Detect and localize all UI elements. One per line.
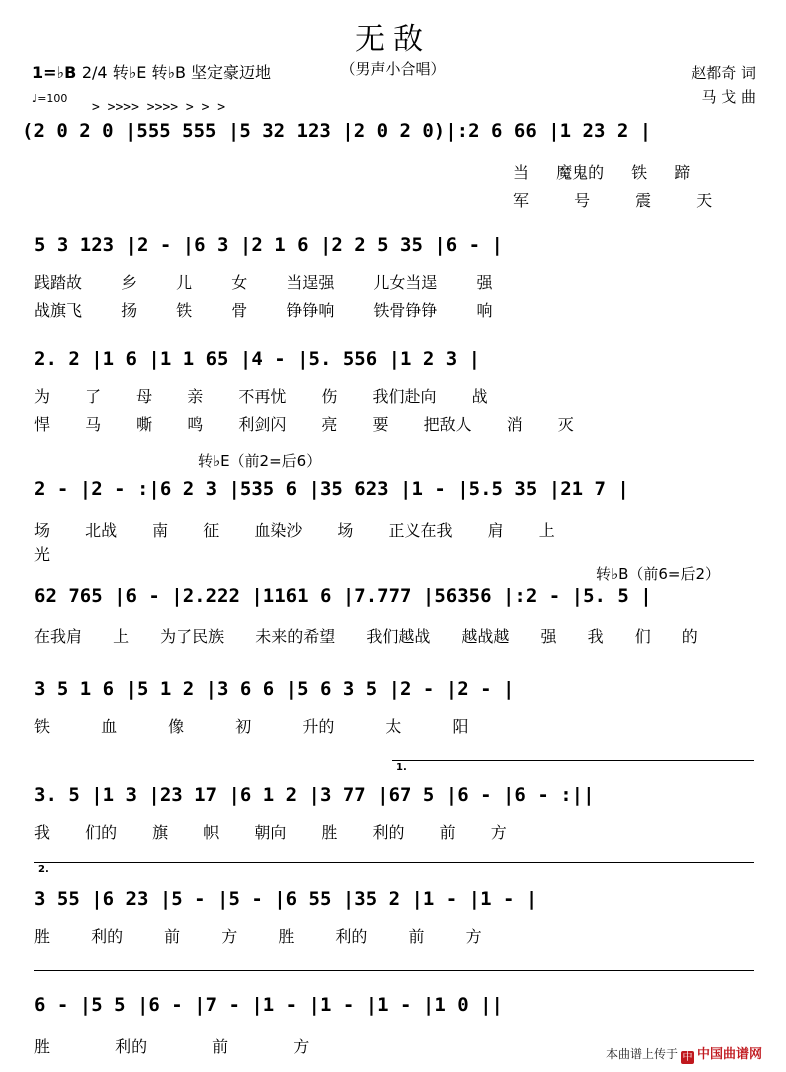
- notation-system-1: (2 0 2 0 |555 555 |5 32 123 |2 0 2 0)|:2 6 66 |1 23 2 |: [22, 120, 652, 142]
- lyrics-system-6-verse-1: 铁 血 像 初 升的 太 阳: [34, 717, 469, 736]
- lyrics-system-2-verse-1: 践踏故 乡 儿 女 当逞强 儿女当逞 强: [34, 273, 493, 292]
- site-brand: 中国曲谱网: [696, 1047, 762, 1062]
- notation-system-6: 3 5 1 6 |5 1 2 |3 6 6 |5 6 3 5 |2 - |2 - |: [34, 678, 515, 700]
- key-signature: [32, 60, 271, 83]
- modulation-marking-1: 转♭E（前2=后6）: [198, 452, 322, 470]
- song-title: 无敌: [355, 22, 431, 57]
- ending-bracket-continuation: [34, 970, 754, 971]
- lyrics-system-1-verse-1: 当 魔鬼的 铁 蹄: [513, 163, 691, 182]
- notation-system-7: 3. 5 |1 3 |23 17 |6 1 2 |3 77 |67 5 |6 - |6 - :||: [34, 784, 595, 806]
- notation-system-5: 62 765 |6 - |2.222 |1161 6 |7.777 |56356 |:2 - |5. 5 |: [34, 585, 652, 607]
- lyrics-system-4-verse-1: 场 北战 南 征 血染沙 场 正义在我 肩 上: [34, 521, 555, 540]
- notation-system-3: 2. 2 |1 6 |1 1 65 |4 - |5. 556 |1 2 3 |: [34, 348, 481, 370]
- source-watermark: [606, 1043, 762, 1064]
- notation-system-8: 3 55 |6 23 |5 - |5 - |6 55 |35 2 |1 - |1 - |: [34, 888, 538, 910]
- first-ending-bracket: [392, 760, 754, 761]
- notation-system-4: 2 - |2 - :|6 2 3 |535 6 |35 623 |1 - |5.5 35 |21 7 |: [34, 478, 629, 500]
- lyrics-system-3-verse-2: 悍 马 嘶 鸣 利剑闪 亮 要 把敌人 消 灭: [34, 415, 574, 434]
- composer-credit: 马 戈 曲: [701, 88, 756, 106]
- lyrics-system-4-verse-2: 光: [34, 545, 51, 564]
- lyrics-system-8-verse-1: 胜 利的 前 方 胜 利的 前 方: [34, 927, 482, 946]
- second-ending-label: 2.: [38, 864, 49, 875]
- notation-system-9: 6 - |5 5 |6 - |7 - |1 - |1 - |1 - |1 0 ||: [34, 994, 503, 1016]
- lyrics-system-3-verse-1: 为 了 母 亲 不再忧 伤 我们赴向 战: [34, 387, 488, 406]
- lyrics-system-2-verse-2: 战旗飞 扬 铁 骨 铮铮响 铁骨铮铮 响: [34, 301, 493, 320]
- song-subtitle: （男声小合唱）: [340, 60, 446, 78]
- lyrics-system-7-verse-1: 我 们的 旗 帜 朝向 胜 利的 前 方: [34, 823, 507, 842]
- lyricist-credit: 赵都奇 词: [691, 64, 756, 82]
- notation-system-2: 5 3 123 |2 - |6 3 |2 1 6 |2 2 5 35 |6 - |: [34, 234, 503, 256]
- lyrics-system-9-verse-1: 胜 利的 前 方: [34, 1037, 310, 1056]
- site-logo-icon: 中: [682, 1052, 693, 1063]
- upload-text: 本曲谱上传于: [605, 1047, 678, 1061]
- tempo-marking: ♩=100: [32, 92, 68, 105]
- second-ending-bracket: [34, 862, 754, 863]
- accent-marks: > >>>> >>>> > > >: [92, 100, 226, 115]
- lyrics-system-5-verse-1: 在我肩 上 为了民族 未来的希望 我们越战 越战越 强 我 们 的: [34, 627, 698, 646]
- key-rest: 2/4 转♭E 转♭B 坚定豪迈地: [81, 63, 272, 82]
- modulation-marking-2: 转♭B（前6=后2）: [596, 565, 721, 583]
- lyrics-system-1-verse-2: 军 号 震 天: [513, 191, 713, 210]
- first-ending-label: 1.: [396, 762, 407, 773]
- key-prefix: 1=♭B: [32, 63, 77, 82]
